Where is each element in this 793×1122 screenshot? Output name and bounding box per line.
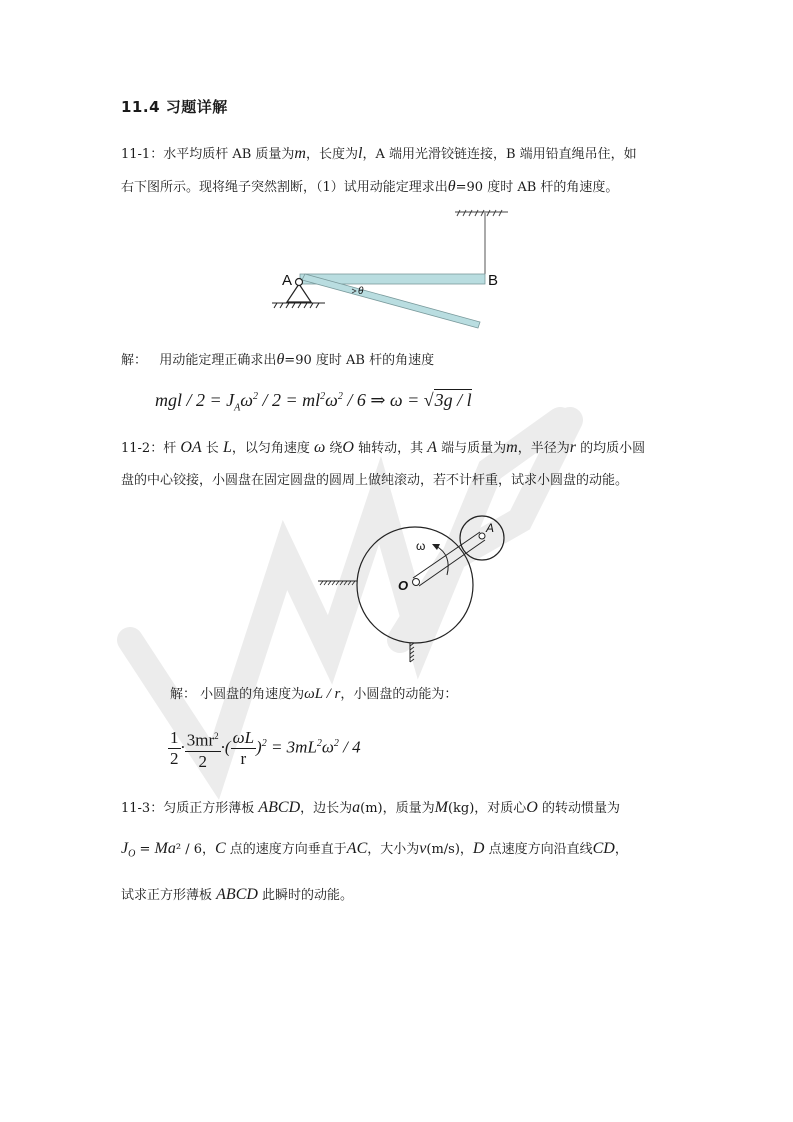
statement-line: 盘的中心铰接，小圆盘在固定圆盘的圆周上做纯滚动，若不计杆重，试求小圆盘的动能。 — [121, 473, 629, 488]
statement-line: 右下图所示。现将绳子突然割断，（1）试用动能定理求出θ=90 度时 AB 杆的角速度。 — [121, 178, 619, 195]
statement-line: 11-2：杆 OA 长 L，以匀角速度 ω 绕O 轴转动，其 A 端与质量为m，半径为r 的均质小圆 — [121, 439, 646, 456]
solution-11-1-text: 解： 用动能定理正确求出θ=90 度时 AB 杆的角速度 — [121, 351, 435, 368]
equation-11-2: $\frac{1}{2}$ · $\frac{3mr^2}{2}$ ·( $\frac{\omega L}{r}$ )$^2 = 3mL^2\omega^2 / 4$ — [168, 726, 361, 772]
statement-line: 试求正方形薄板 ABCD 此瞬时的动能。 — [121, 885, 354, 903]
equation-11-1: mgl / $2 = J_A\omega^2 / 2 = ml^2\omega^2 / 6$ ⇒ ω = √3g / l — [155, 390, 472, 414]
statement-line: 11-1：水平均质杆 AB 质量为m，长度为l，A 端用光滑铰链连接，B 端用铅直绳吊住，如 — [121, 145, 637, 162]
figure-rolling-disk — [300, 500, 520, 670]
label-a: A — [486, 521, 495, 535]
problem-11-2-statement — [121, 432, 681, 497]
label-a: A — [282, 272, 293, 289]
label-o: O — [398, 578, 409, 593]
figure-hinged-bar — [260, 200, 520, 340]
solution-11-2-text: 解： 小圆盘的角速度为ωL / r，小圆盘的动能为： — [170, 686, 458, 702]
statement-line: $J_O = Ma^2 / 6$，C 点的速度方向垂直于AC，大小为v(m/s)，D 点速度方向沿直线CD， — [121, 840, 628, 860]
problem-11-1-statement — [121, 138, 681, 204]
section-title: 11.4 习题详解 — [121, 98, 228, 116]
statement-line: 11-3：匀质正方形薄板 ABCD，边长为a(m)，质量为M(kg)，对质心O 的转动惯量为 — [121, 799, 620, 816]
problem-11-3-statement — [121, 788, 681, 916]
label-b: B — [488, 272, 499, 289]
label-omega: ω — [416, 539, 426, 553]
label-theta: θ — [358, 286, 364, 297]
